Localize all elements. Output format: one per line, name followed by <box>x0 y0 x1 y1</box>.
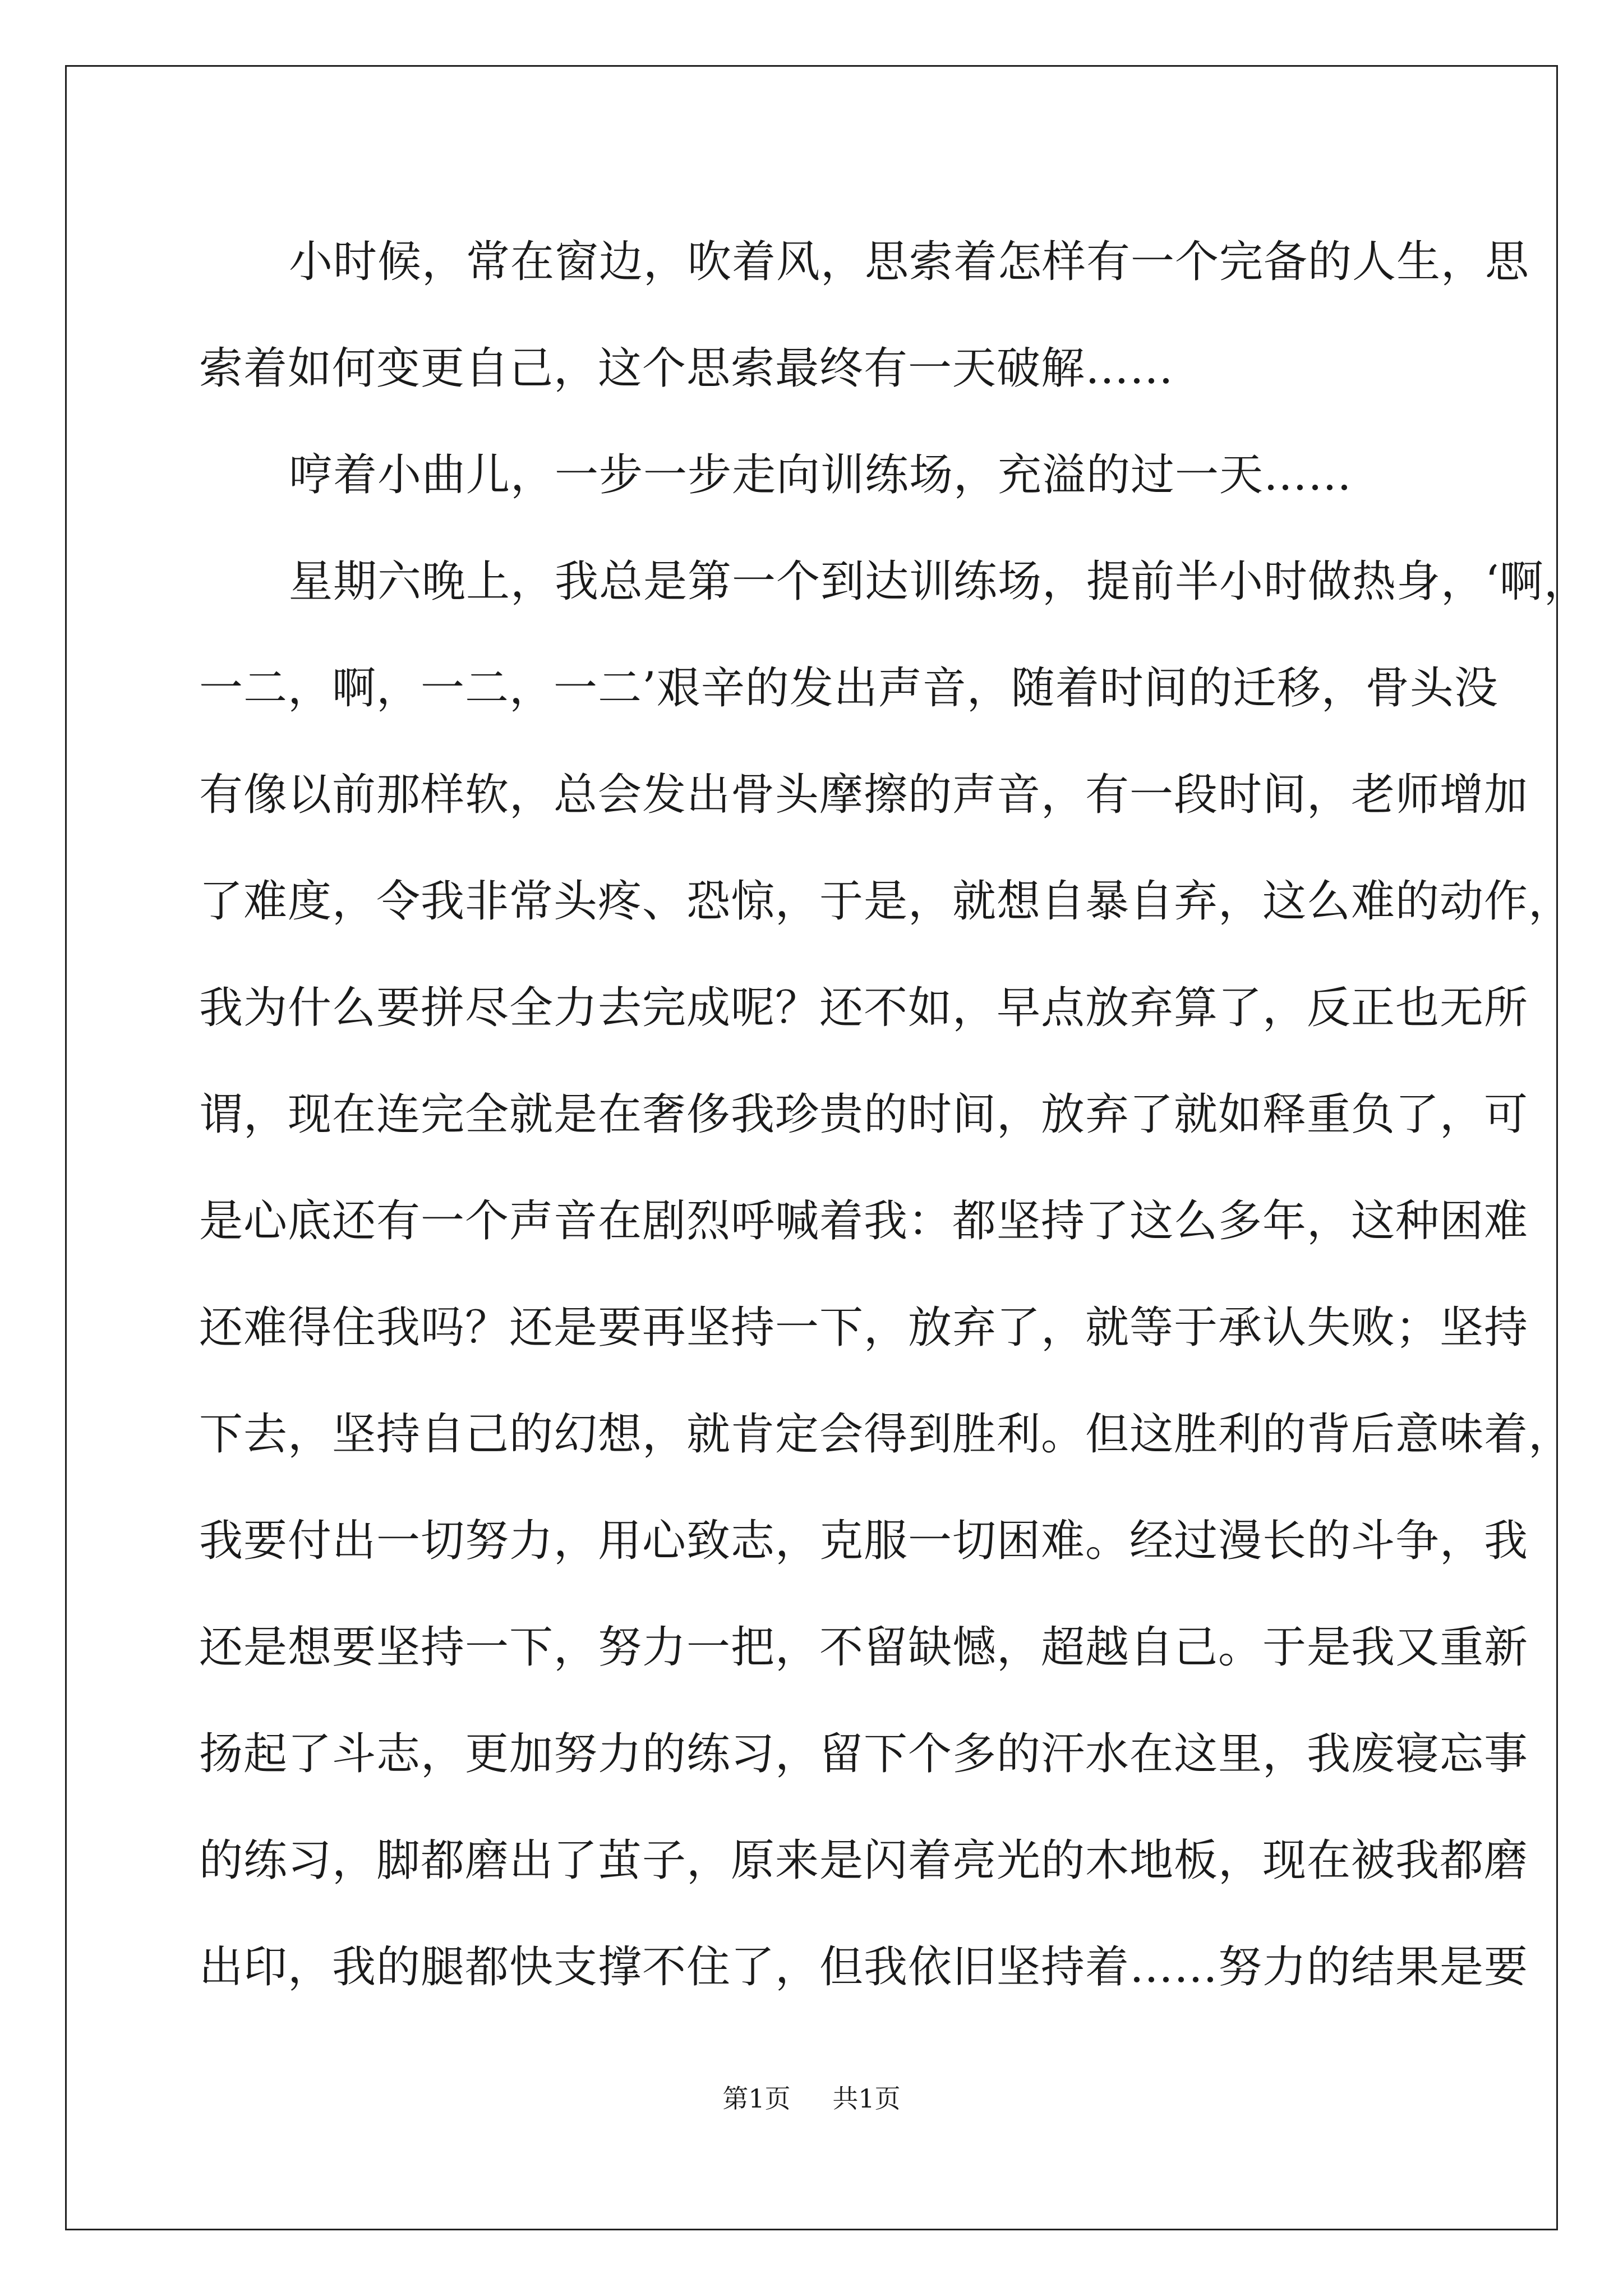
paragraph-3-line-2: 一二，啊，一二，一二’艰辛的发出声音，随着时间的迁移，骨头没 <box>199 663 1498 714</box>
paragraph-2-line-1: 哼着小曲儿，一步一步走向训练场，充溢的过一天…… <box>289 450 1353 500</box>
paragraph-1-line-1: 小时候，常在窗边，吹着风，思索着怎样有一个完备的人生，思 <box>289 237 1530 287</box>
paragraph-3-line-3: 有像以前那样软，总会发出骨头摩擦的声音，有一段时间，老师增加 <box>199 770 1529 820</box>
paragraph-3-line-10: 我要付出一切努力，用心致志，克服一切困难。经过漫长的斗争，我 <box>199 1516 1529 1566</box>
paragraph-3-line-11: 还是想要坚持一下，努力一把，不留缺憾，超越自己。于是我又重新 <box>199 1622 1529 1673</box>
paragraph-3-line-1: 星期六晚上，我总是第一个到达训练场，提前半小时做热身，‘啊， <box>289 556 1588 607</box>
paragraph-3-line-7: 是心底还有一个声音在剧烈呼喊着我：都坚持了这么多年，这种困难 <box>199 1196 1529 1246</box>
paragraph-3-line-12: 扬起了斗志，更加努力的练习，留下个多的汗水在这里，我废寝忘事 <box>199 1729 1529 1779</box>
paragraph-1-line-2: 索着如何变更自己，这个思索最终有一天破解…… <box>199 343 1174 394</box>
page-number-current: 第1页 <box>722 2083 791 2114</box>
document-body <box>199 209 1588 2021</box>
paragraph-3-line-4: 了难度，令我非常头疼、恐惊，于是，就想自暴自弃，这么难的动作， <box>199 876 1573 927</box>
paragraph-3-line-14: 出印，我的腿都快支撑不住了，但我依旧坚持着……努力的结果是要 <box>199 1942 1529 1993</box>
page-number-total: 共1页 <box>832 2083 901 2114</box>
paragraph-3-line-9: 下去，坚持自己的幻想，就肯定会得到胜利。但这胜利的背后意味着， <box>199 1409 1573 1460</box>
paragraph-3-line-8: 还难得住我吗？还是要再坚持一下，放弃了，就等于承认失败；坚持 <box>199 1303 1529 1353</box>
paragraph-3-line-6: 谓，现在连完全就是在奢侈我珍贵的时间，放弃了就如释重负了，可 <box>199 1089 1529 1140</box>
paragraph-3-line-5: 我为什么要拼尽全力去完成呢？还不如，早点放弃算了，反正也无所 <box>199 983 1529 1033</box>
page-footer <box>0 2078 1623 2115</box>
paragraph-3-line-13: 的练习，脚都磨出了茧子，原来是闪着亮光的木地板，现在被我都磨 <box>199 1835 1529 1886</box>
